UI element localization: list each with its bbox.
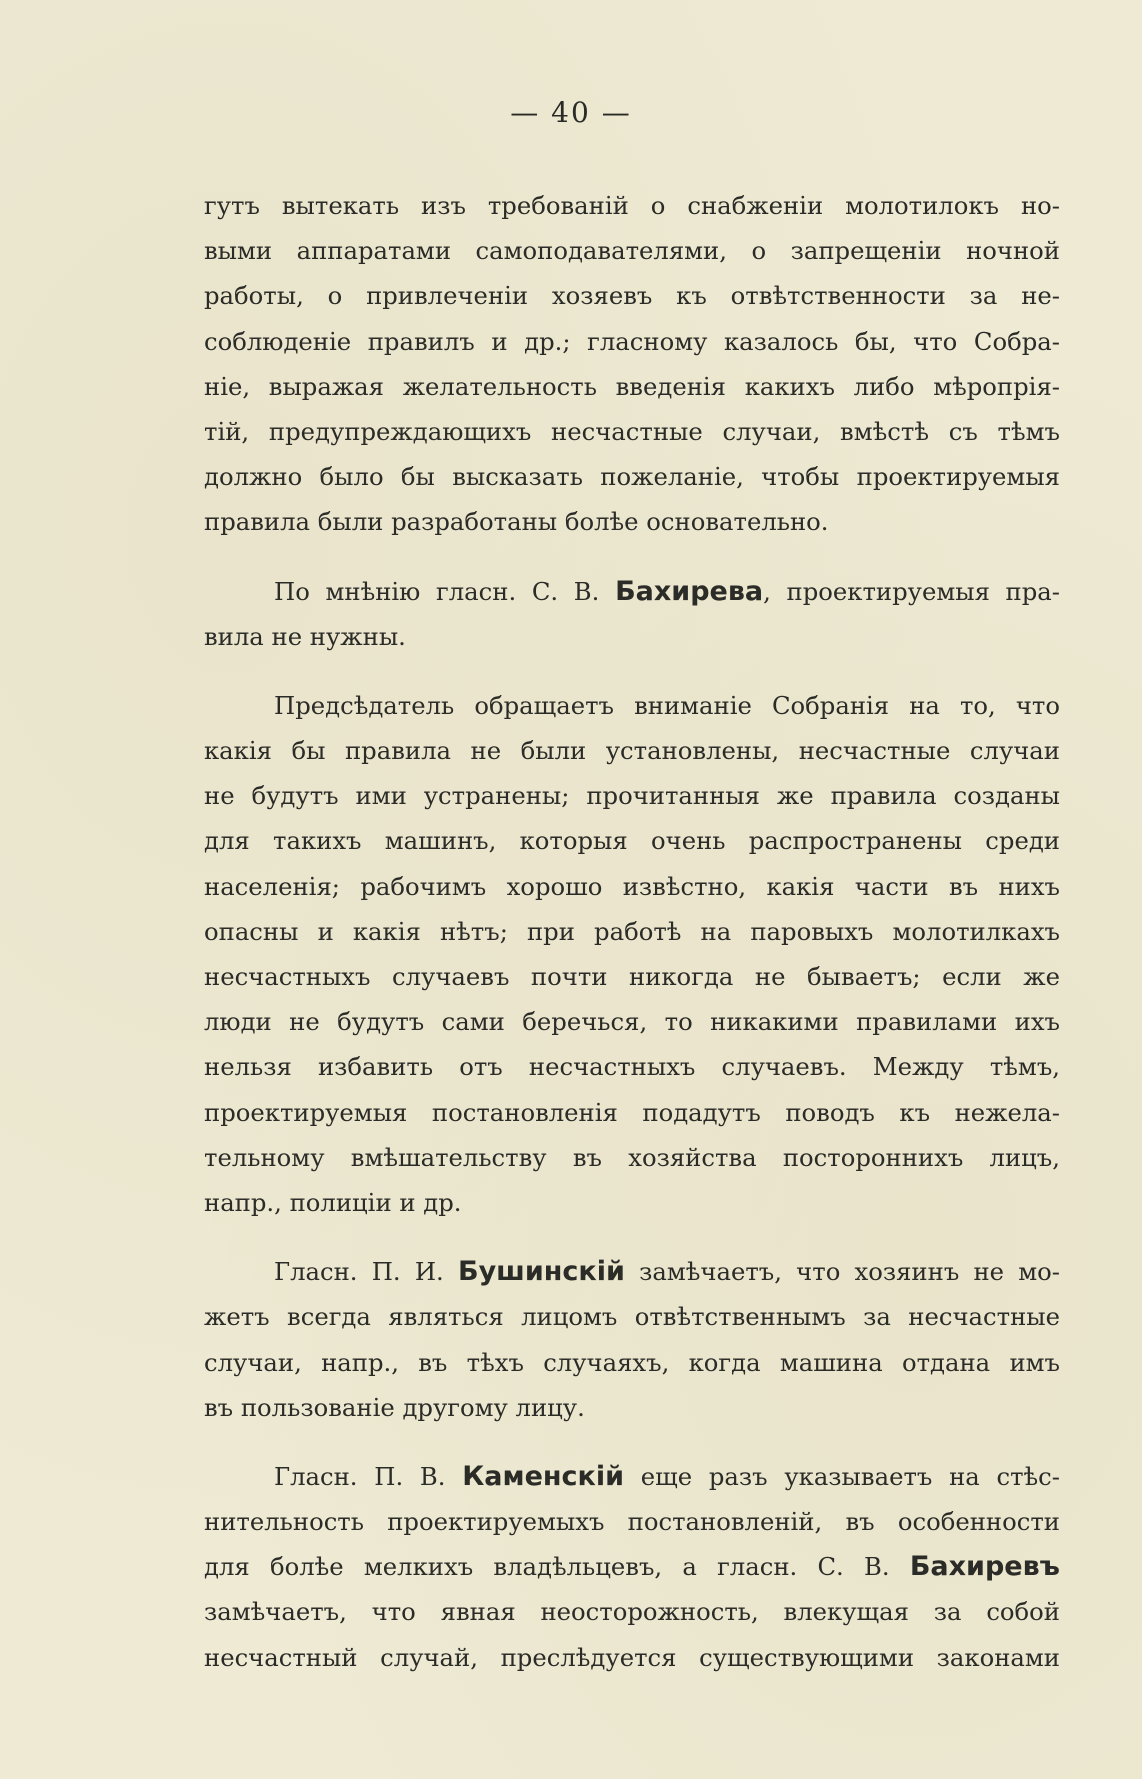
text-run: Гласн. П. В. [274,1461,446,1491]
text-run: для болѣе мелкихъ владѣльцевъ, а гласн. С. В. [204,1552,890,1582]
text-line: нельзя избавить отъ несчастныхъ случаевъ. Между тѣмъ, [204,1052,1060,1082]
text-line: жетъ всегда являться лицомъ отвѣтственнымъ за несчастные [204,1302,1060,1332]
text-line: случаи, напр., въ тѣхъ случаяхъ, когда машина отдана имъ [204,1347,1060,1377]
text-line: для такихъ машинъ, которыя очень распространены среди [204,826,1060,856]
paragraph-gap [204,545,1060,569]
text-line [204,1544,1060,1589]
text-line: несчастный случай, преслѣдуется существующими законами [204,1642,1060,1672]
text-line: тій, предупреждающихъ несчастные случаи, вмѣстѣ съ тѣмъ [204,416,1060,446]
text-line: работы, о привлеченіи хозяевъ къ отвѣтственности за не- [204,281,1060,311]
paragraph-3 [204,683,1060,1225]
text-line: не будутъ ими устранены; прочитанныя же правила созданы [204,781,1060,811]
text-line: замѣчаетъ, что явная неосторожность, влекущая за собой [204,1597,1060,1627]
text-line: люди не будутъ сами беречься, то никакими правилами ихъ [204,1007,1060,1037]
paragraph-gap [204,1430,1060,1454]
paragraph-gap [204,659,1060,683]
text-line: напр., полиціи и др. [204,1187,462,1217]
paragraph-gap [204,1225,1060,1249]
text-line: въ пользованіе другому лицу. [204,1392,585,1422]
text-line: населенія; рабочимъ хорошо извѣстно, какія части въ нихъ [204,871,1060,901]
text-run: замѣчаетъ, что хозяинъ не мо- [639,1257,1060,1287]
paragraph-1 [204,183,1060,545]
paragraph-2 [204,569,1060,659]
speaker-name: Бахиревъ [909,1551,1060,1583]
text-run: По мнѣнію гласн. С. В. [274,576,600,606]
text-line: выми аппаратами самоподавателями, о запрещеніи ночной [204,236,1060,266]
page-body [204,183,1060,1680]
text-line: опасны и какія нѣтъ; при работѣ на паровыхъ молотилкахъ [204,916,1060,946]
text-run: Гласн. П. И. [274,1257,444,1287]
text-line: соблюденіе правилъ и др.; гласному казалось бы, что Собра- [204,326,1060,356]
text-line [204,569,1060,614]
text-line: ніе, выражая желательность введенія какихъ либо мѣропрія- [204,371,1060,401]
speaker-name: Каменскій [462,1460,625,1492]
paragraph-4 [204,1249,1060,1430]
text-line: какія бы правила не были установлены, несчастные случаи [204,736,1060,766]
paragraph-5 [204,1454,1060,1680]
speaker-name: Бахирева [615,575,764,607]
text-line: правила были разработаны болѣе основательно. [204,507,829,537]
page-number: — 40 — [510,96,632,129]
text-line: несчастныхъ случаевъ почти никогда не бываетъ; если же [204,962,1060,991]
text-line: гутъ вытекать изъ требованій о снабженіи молотилокъ но- [204,191,1060,220]
text-line [204,1249,1060,1294]
text-line: Предсѣдатель обращаетъ вниманіе Собранія на то, что [274,690,1060,720]
speaker-name: Бушинскій [457,1256,625,1288]
text-run: , проектируемыя пра- [763,576,1060,606]
text-line: нительность проектируемыхъ постановленій, въ особенности [204,1507,1060,1537]
text-run: еще разъ указываетъ на стѣс- [640,1461,1060,1491]
text-line: тельному вмѣшательству въ хозяйства постороннихъ лицъ, [204,1142,1060,1172]
text-line [204,1454,1060,1499]
text-line: вила не нужны. [204,621,406,651]
text-line: проектируемыя постановленія подадутъ поводъ къ нежела- [204,1097,1060,1127]
text-line: должно было бы высказать пожеланіе, чтобы проектируемыя [204,462,1060,492]
